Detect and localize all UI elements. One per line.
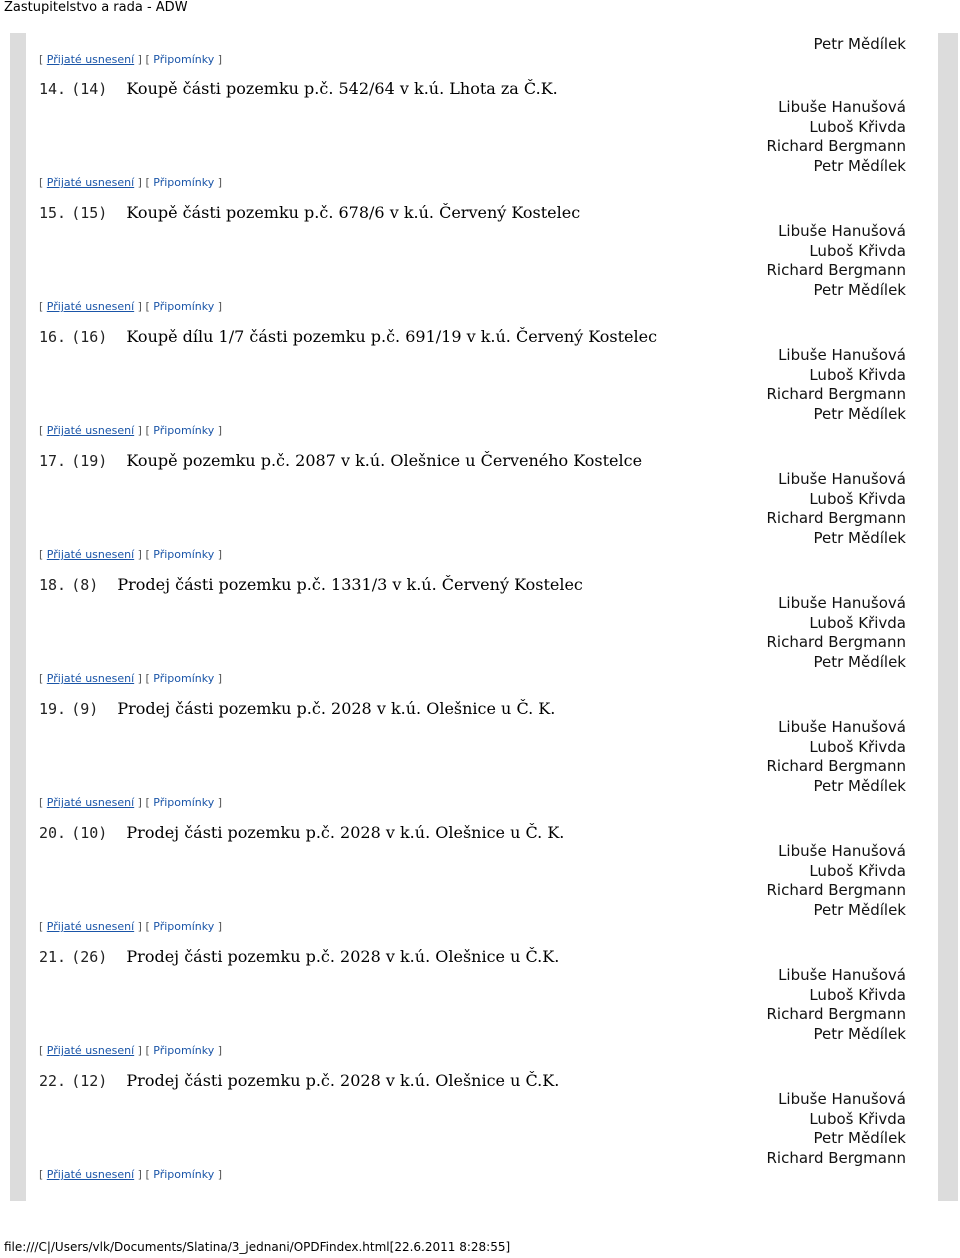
comments-link[interactable]: Připomínky xyxy=(153,548,215,561)
comments-link[interactable]: Připomínky xyxy=(153,424,215,437)
item-title xyxy=(39,1071,559,1091)
member-name: Richard Bergmann xyxy=(766,261,906,279)
bracket: ] xyxy=(137,1168,142,1181)
item-code: (16) xyxy=(71,328,108,346)
item-title xyxy=(39,79,558,99)
item-topic: Prodej části pozemku p.č. 2028 v k.ú. Olešnice u Č. K. xyxy=(117,699,556,718)
agenda-item xyxy=(26,947,938,1071)
resolutions-link[interactable]: Přijaté usnesení xyxy=(46,1044,135,1057)
item-links xyxy=(39,424,222,438)
bracket: ] xyxy=(137,300,142,313)
item-links xyxy=(39,1168,222,1182)
page-header: Zastupitelstvo a rada - ADW xyxy=(4,0,188,15)
bracket: [ xyxy=(39,672,44,685)
item-names xyxy=(767,718,907,796)
member-name: Richard Bergmann xyxy=(766,633,906,651)
item-names xyxy=(767,98,907,176)
bracket: ] xyxy=(137,1044,142,1057)
item-code: (8) xyxy=(71,576,99,594)
item-title xyxy=(39,575,583,595)
member-name: Luboš Křivda xyxy=(809,613,906,632)
member-name: Libuše Hanušová xyxy=(778,718,906,736)
bracket: ] xyxy=(137,920,142,933)
member-name: Libuše Hanušová xyxy=(778,594,906,612)
member-name: Petr Mědílek xyxy=(813,35,906,53)
previous-item-names xyxy=(26,35,906,55)
item-code: (15) xyxy=(71,204,108,222)
member-name: Libuše Hanušová xyxy=(778,1090,906,1108)
comments-link[interactable]: Připomínky xyxy=(153,176,215,189)
item-topic: Koupě pozemku p.č. 2087 v k.ú. Olešnice u Červeného Kostelce xyxy=(126,451,643,470)
item-title xyxy=(39,203,580,223)
bracket: ] xyxy=(217,1044,223,1057)
item-names xyxy=(767,470,907,548)
member-name: Libuše Hanušová xyxy=(778,98,906,116)
item-names xyxy=(767,222,907,300)
member-name: Libuše Hanušová xyxy=(778,470,906,488)
bracket: [ xyxy=(145,796,150,809)
comments-link[interactable]: Připomínky xyxy=(153,300,215,313)
item-links xyxy=(39,300,222,314)
bracket: [ xyxy=(145,424,150,437)
member-name: Luboš Křivda xyxy=(809,489,906,508)
member-name: Luboš Křivda xyxy=(809,737,906,756)
item-title xyxy=(39,327,657,347)
agenda-item xyxy=(26,79,938,203)
item-number: 19. xyxy=(39,700,67,718)
bracket: [ xyxy=(145,548,150,561)
agenda-item xyxy=(26,327,938,451)
bracket: [ xyxy=(39,53,44,66)
member-name: Luboš Křivda xyxy=(809,241,906,260)
member-name: Luboš Křivda xyxy=(809,117,906,136)
comments-link[interactable]: Připomínky xyxy=(153,920,215,933)
bracket: [ xyxy=(39,1044,44,1057)
member-name: Richard Bergmann xyxy=(766,385,906,403)
bracket: ] xyxy=(217,176,223,189)
item-names xyxy=(767,346,907,424)
comments-link[interactable]: Připomínky xyxy=(153,672,215,685)
item-title xyxy=(39,451,642,471)
member-name: Petr Mědílek xyxy=(813,280,906,299)
comments-link[interactable]: Připomínky xyxy=(153,53,215,66)
item-links xyxy=(39,920,222,934)
item-topic: Prodej části pozemku p.č. 2028 v k.ú. Olešnice u Č.K. xyxy=(126,1071,560,1090)
item-number: 17. xyxy=(39,452,67,470)
item-number: 14. xyxy=(39,80,67,98)
member-name: Petr Mědílek xyxy=(813,1024,906,1043)
item-number: 18. xyxy=(39,576,67,594)
member-name: Libuše Hanušová xyxy=(778,842,906,860)
member-name: Petr Mědílek xyxy=(813,1129,906,1147)
item-names xyxy=(767,842,907,920)
bracket: ] xyxy=(137,53,142,66)
item-topic: Koupě části pozemku p.č. 678/6 v k.ú. Červený Kostelec xyxy=(126,203,581,222)
item-topic: Prodej části pozemku p.č. 2028 v k.ú. Olešnice u Č.K. xyxy=(126,947,560,966)
member-name: Luboš Křivda xyxy=(809,1109,906,1128)
item-code: (19) xyxy=(71,452,108,470)
item-names xyxy=(767,966,907,1044)
bracket: ] xyxy=(217,300,223,313)
bracket: ] xyxy=(217,796,223,809)
item-topic: Koupě části pozemku p.č. 542/64 v k.ú. Lhota za Č.K. xyxy=(126,79,558,98)
bracket: ] xyxy=(217,424,223,437)
member-name: Petr Mědílek xyxy=(813,652,906,671)
resolutions-link[interactable]: Přijaté usnesení xyxy=(46,672,135,685)
comments-link[interactable]: Připomínky xyxy=(153,1168,215,1181)
agenda-panel xyxy=(26,33,938,1201)
bracket: [ xyxy=(145,1044,150,1057)
bracket: ] xyxy=(217,1168,223,1181)
comments-link[interactable]: Připomínky xyxy=(153,796,215,809)
item-names xyxy=(767,1090,907,1168)
item-number: 20. xyxy=(39,824,67,842)
member-name: Petr Mědílek xyxy=(813,776,906,795)
member-name: Petr Mědílek xyxy=(813,156,906,175)
resolutions-link[interactable]: Přijaté usnesení xyxy=(46,1168,135,1181)
item-topic: Prodej části pozemku p.č. 1331/3 v k.ú. Červený Kostelec xyxy=(117,575,583,594)
agenda-item xyxy=(26,823,938,947)
bracket: [ xyxy=(145,920,150,933)
member-name: Luboš Křivda xyxy=(809,861,906,880)
bracket: [ xyxy=(39,300,44,313)
member-name: Libuše Hanušová xyxy=(778,222,906,240)
resolutions-link[interactable]: Přijaté usnesení xyxy=(46,53,135,66)
member-name: Luboš Křivda xyxy=(809,985,906,1004)
bracket: ] xyxy=(137,176,142,189)
member-name: Libuše Hanušová xyxy=(778,346,906,364)
agenda-item xyxy=(26,699,938,823)
item-code: (10) xyxy=(71,824,108,842)
member-name: Luboš Křivda xyxy=(809,365,906,384)
bracket: ] xyxy=(217,53,223,66)
agenda-item xyxy=(26,203,938,327)
item-links xyxy=(39,548,222,562)
member-name: Richard Bergmann xyxy=(766,881,906,899)
bracket: ] xyxy=(137,548,142,561)
item-code: (12) xyxy=(71,1072,108,1090)
item-number: 15. xyxy=(39,204,67,222)
item-title xyxy=(39,699,555,719)
bracket: ] xyxy=(137,424,142,437)
bracket: [ xyxy=(39,176,44,189)
agenda-item xyxy=(26,1071,938,1195)
member-name: Petr Mědílek xyxy=(813,528,906,547)
bracket: [ xyxy=(39,548,44,561)
resolutions-link[interactable]: Přijaté usnesení xyxy=(46,920,135,933)
item-number: 16. xyxy=(39,328,67,346)
item-title xyxy=(39,947,559,967)
bracket: [ xyxy=(145,672,150,685)
item-number: 22. xyxy=(39,1072,67,1090)
agenda-item xyxy=(26,451,938,575)
bracket: [ xyxy=(145,1168,150,1181)
member-name: Libuše Hanušová xyxy=(778,966,906,984)
item-links xyxy=(39,672,222,686)
item-links xyxy=(39,796,222,810)
item-links xyxy=(39,176,222,190)
member-name: Richard Bergmann xyxy=(766,1148,906,1167)
item-names xyxy=(767,594,907,672)
item-topic: Prodej části pozemku p.č. 2028 v k.ú. Olešnice u Č. K. xyxy=(126,823,565,842)
previous-item-links xyxy=(39,53,222,67)
bracket: ] xyxy=(217,548,223,561)
bracket: [ xyxy=(145,53,150,66)
bracket: [ xyxy=(39,424,44,437)
resolutions-link[interactable]: Přijaté usnesení xyxy=(46,424,135,437)
item-code: (14) xyxy=(71,80,108,98)
bracket: [ xyxy=(39,1168,44,1181)
item-links xyxy=(39,1044,222,1058)
item-topic: Koupě dílu 1/7 části pozemku p.č. 691/19 v k.ú. Červený Kostelec xyxy=(126,327,658,346)
item-title xyxy=(39,823,564,843)
member-name: Petr Mědílek xyxy=(813,404,906,423)
bracket: ] xyxy=(137,796,142,809)
bracket: [ xyxy=(39,796,44,809)
member-name: Petr Mědílek xyxy=(813,900,906,919)
resolutions-link[interactable]: Přijaté usnesení xyxy=(46,176,135,189)
agenda-item xyxy=(26,575,938,699)
item-code: (9) xyxy=(71,700,99,718)
item-number: 21. xyxy=(39,948,67,966)
bracket: ] xyxy=(217,672,223,685)
resolutions-link[interactable]: Přijaté usnesení xyxy=(46,548,135,561)
resolutions-link[interactable]: Přijaté usnesení xyxy=(46,300,135,313)
bracket: [ xyxy=(145,300,150,313)
member-name: Richard Bergmann xyxy=(766,1005,906,1023)
member-name: Richard Bergmann xyxy=(766,137,906,155)
comments-link[interactable]: Připomínky xyxy=(153,1044,215,1057)
item-code: (26) xyxy=(71,948,108,966)
bracket: ] xyxy=(217,920,223,933)
resolutions-link[interactable]: Přijaté usnesení xyxy=(46,796,135,809)
member-name: Richard Bergmann xyxy=(766,509,906,527)
bracket: [ xyxy=(145,176,150,189)
member-name: Richard Bergmann xyxy=(766,757,906,775)
bracket: [ xyxy=(39,920,44,933)
bracket: ] xyxy=(137,672,142,685)
page-footer: file:///C|/Users/vlk/Documents/Slatina/3_jednani/OPDFindex.html[22.6.2011 8:28:55] xyxy=(4,1240,511,1254)
